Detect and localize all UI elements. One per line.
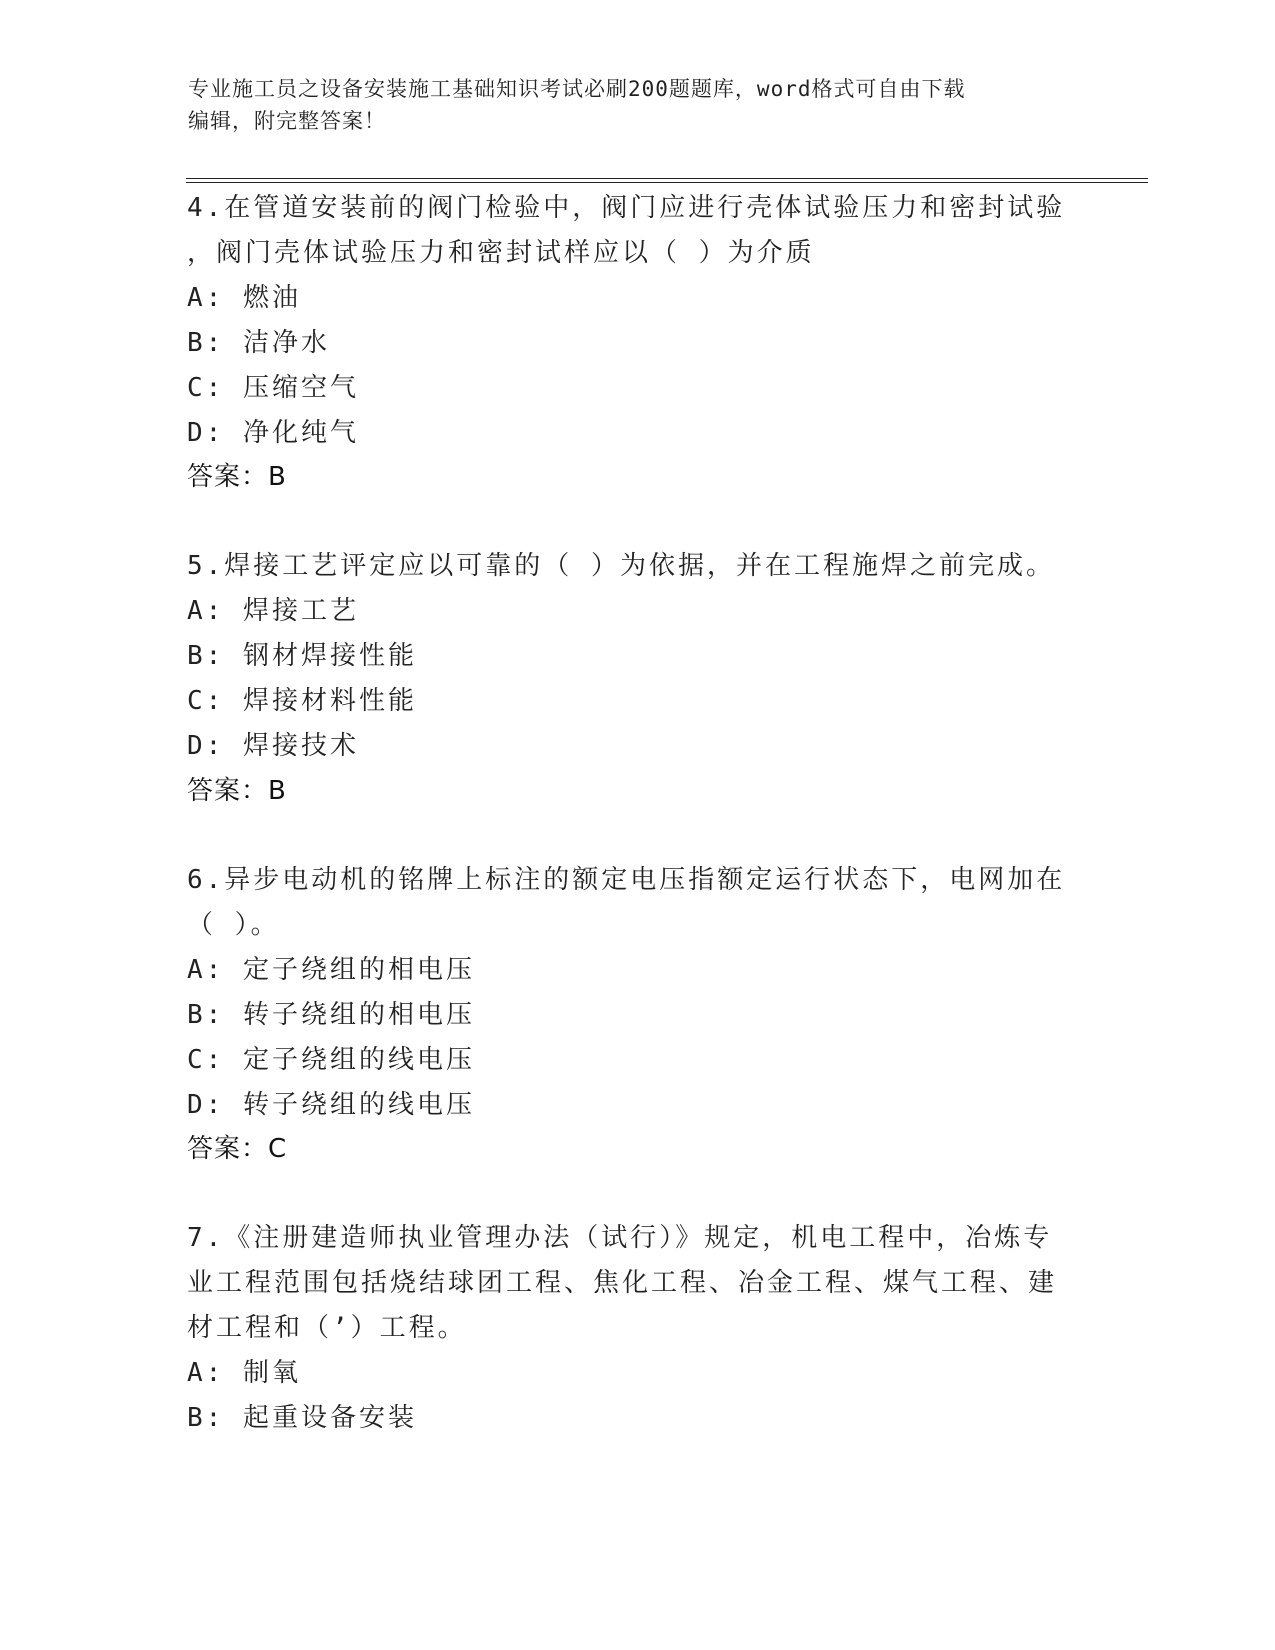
option-c: C: 定子绕组的线电压 bbox=[187, 1045, 475, 1075]
option-c: C: 压缩空气 bbox=[187, 373, 359, 403]
header-line-2: 编辑，附完整答案！ bbox=[188, 109, 386, 133]
option-b: B: 起重设备安装 bbox=[187, 1403, 417, 1433]
option-b: B: 钢材焊接性能 bbox=[187, 641, 417, 671]
option-b: B: 转子绕组的相电压 bbox=[187, 1000, 475, 1030]
option-b: B: 洁净水 bbox=[187, 328, 330, 358]
header-divider-bottom bbox=[186, 182, 1148, 183]
document-header bbox=[188, 73, 1088, 137]
question-stem-line: ，阀门壳体试验压力和密封试样应以（ ）为介质 bbox=[187, 238, 815, 268]
header-line-1: 专业施工员之设备安装施工基础知识考试必刷200题题库，word格式可自由下载 bbox=[188, 77, 966, 101]
question-stem-line: 6.异步电动机的铭牌上标注的额定电压指额定运行状态下，电网加在 bbox=[187, 865, 1066, 895]
question-stem-line: （ ）。 bbox=[187, 910, 280, 940]
option-c: C: 焊接材料性能 bbox=[187, 686, 417, 716]
option-a: A: 燃油 bbox=[187, 283, 301, 313]
option-d: D: 转子绕组的线电压 bbox=[187, 1090, 475, 1120]
question-stem-line: 5.焊接工艺评定应以可靠的（ ）为依据，并在工程施焊之前完成。 bbox=[187, 551, 1055, 581]
answer-label: 答案：B bbox=[187, 776, 287, 806]
question-stem-line: 4.在管道安装前的阀门检验中，阀门应进行壳体试验压力和密封试验 bbox=[187, 193, 1066, 223]
option-d: D: 焊接技术 bbox=[187, 731, 359, 761]
answer-label: 答案：C bbox=[187, 1134, 288, 1164]
question-stem-line: 7.《注册建造师执业管理办法（试行）》规定，机电工程中，冶炼专 bbox=[187, 1223, 1053, 1253]
option-a: A: 定子绕组的相电压 bbox=[187, 955, 475, 985]
option-d: D: 净化纯气 bbox=[187, 418, 359, 448]
option-a: A: 制氧 bbox=[187, 1358, 301, 1388]
question-stem-line: 材工程和（’）工程。 bbox=[187, 1313, 467, 1343]
question-stem-line: 业工程范围包括烧结球团工程、焦化工程、冶金工程、煤气工程、建 bbox=[187, 1268, 1058, 1298]
answer-label: 答案：B bbox=[187, 462, 287, 492]
header-divider-top bbox=[186, 178, 1148, 179]
option-a: A: 焊接工艺 bbox=[187, 596, 359, 626]
